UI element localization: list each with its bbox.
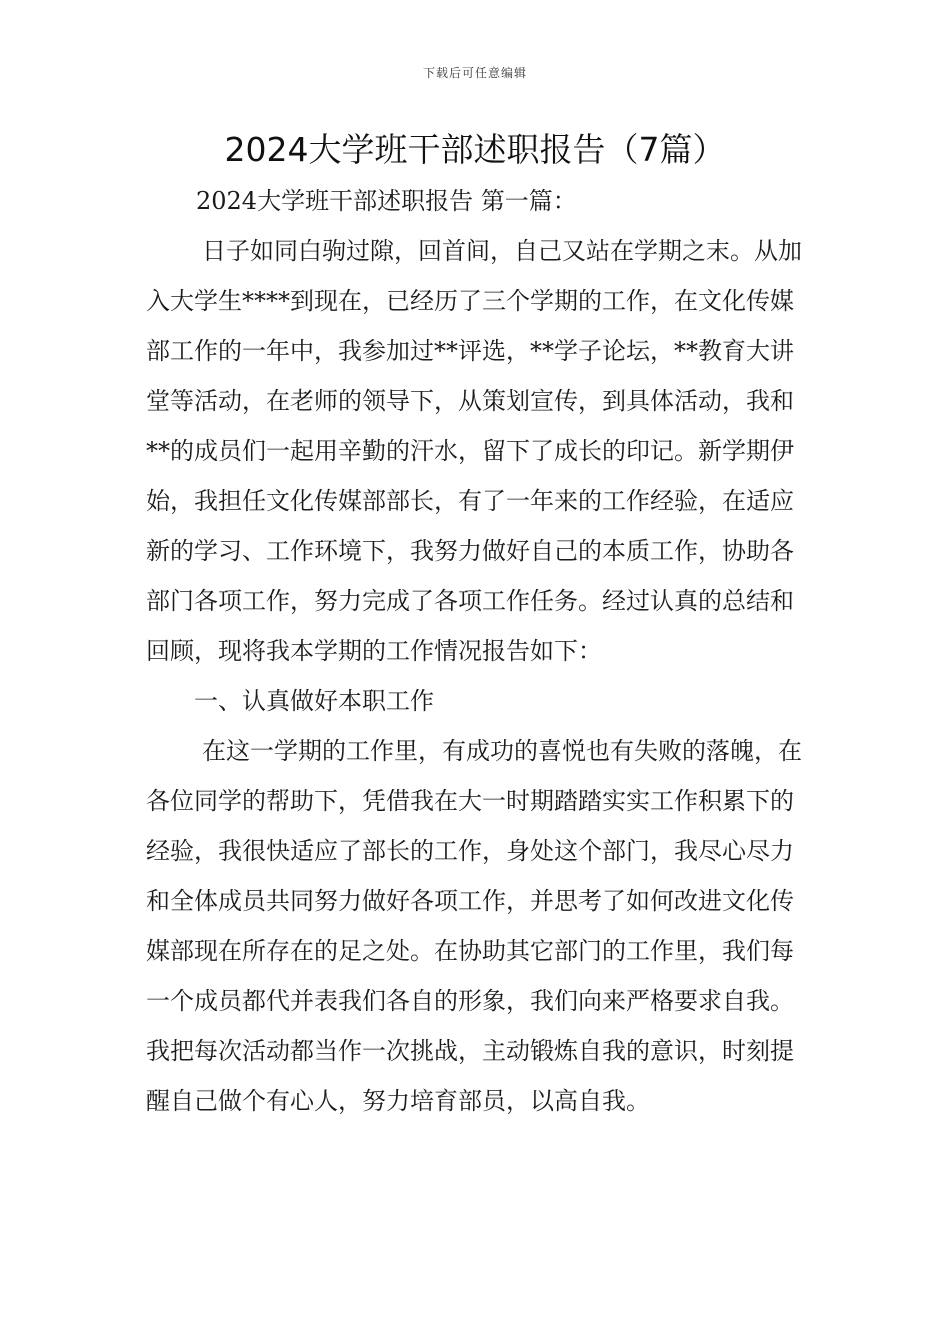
subheading: 2024大学班干部述职报告 第一篇： <box>196 187 577 215</box>
document-body <box>146 176 814 1126</box>
section-heading: 一、认真做好本职工作 <box>194 687 434 715</box>
document-title: 2024大学班干部述职报告（7篇） <box>224 130 726 169</box>
page-header-note: 下载后可任意编辑 <box>422 66 527 80</box>
paragraph-intro: 日子如同白驹过隙，回首间，自己又站在学期之末。从加入大学生****到现在，已经历了三个学期的工作，在文化传媒部工作的一年中，我参加过**评选，**学子论坛，**教育大讲堂等活动，在老师的领导下，从策划宣传，到具体活动，我和**的成员们一起用辛勤的汗水，留下了成长的印记。新学期伊始，我担任文化传媒部部长，有了一年来的工作经验，在适应新的学习、工作环境下，我努力做好自己的本质工作，协助各部门各项工作，努力完成了各项工作任务。经过认真的总结和回顾，现将我本学期的工作情况报告如下： <box>146 237 802 665</box>
paragraph-section-1: 在这一学期的工作里，有成功的喜悦也有失败的落魄，在各位同学的帮助下，凭借我在大一时期踏踏实实工作积累下的经验，我很快适应了部长的工作，身处这个部门，我尽心尽力和全体成员共同努力做好各项工作，并思考了如何改进文化传媒部现在所存在的足之处。在协助其它部门的工作里，我们每一个成员都代并表我们各自的形象，我们向来严格要求自我。我把每次活动都当作一次挑战，主动锻炼自我的意识，时刻提醒自己做个有心人，努力培育部员，以高自我。 <box>146 737 802 1115</box>
